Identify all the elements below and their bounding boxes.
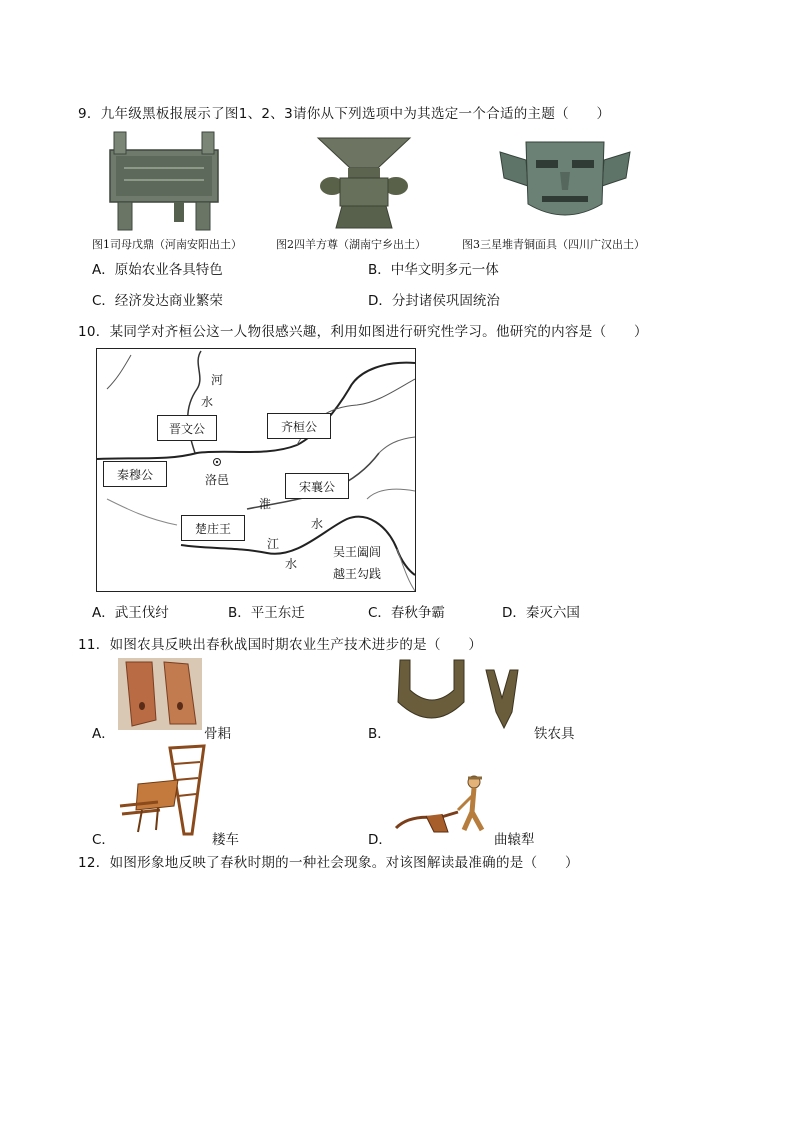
q9-option-d[interactable]: D．分封诸侯巩固统治 <box>368 293 500 309</box>
q9-option-a[interactable]: A．原始农业各具特色 <box>92 262 223 278</box>
simuwu-ding-image <box>104 128 224 232</box>
q12-stem: 12．如图形象地反映了春秋时期的一种社会现象。对该图解读最准确的是（ ） <box>78 855 579 871</box>
map-label-jiang: 江 <box>267 537 280 551</box>
map-box-qin-mugong: 秦穆公 <box>103 461 167 487</box>
map-label-huai: 淮 <box>259 497 272 511</box>
seed-drill-image <box>118 744 210 838</box>
q11-option-a-label: 骨耜 <box>204 726 231 742</box>
q10-option-d[interactable]: D．秦灭六国 <box>502 605 580 621</box>
map-label-shui-1: 水 <box>201 395 214 409</box>
map-box-song-xianggong: 宋襄公 <box>285 473 349 499</box>
q11-option-c-letter[interactable]: C． <box>92 832 115 848</box>
q11-option-c-label: 耧车 <box>212 832 239 848</box>
map-box-qi-huangong: 齐桓公 <box>267 413 331 439</box>
q11-option-a-letter[interactable]: A． <box>92 726 115 742</box>
map-label-shui-3: 水 <box>285 557 298 571</box>
q10-option-a[interactable]: A．武王伐纣 <box>92 605 169 621</box>
curved-plough-image <box>392 772 492 836</box>
four-ram-zun-image <box>312 134 416 230</box>
spring-autumn-map <box>96 348 416 592</box>
q11-option-d-label: 曲辕犁 <box>494 832 535 848</box>
map-label-he: 河 <box>211 373 224 387</box>
q10-option-c[interactable]: C．春秋争霸 <box>368 605 445 621</box>
q10-stem: 10．某同学对齐桓公这一人物很感兴趣，利用如图进行研究性学习。他研究的内容是（ ） <box>78 324 648 340</box>
map-label-luoyi: 洛邑 <box>205 473 230 487</box>
q9-option-c[interactable]: C．经济发达商业繁荣 <box>92 293 223 309</box>
figure2-caption: 图2四羊方尊（湖南宁乡出土） <box>276 238 426 251</box>
figure1-caption: 图1司母戊鼎（河南安阳出土） <box>92 238 242 251</box>
map-label-yue-king: 越王勾践 <box>333 567 382 581</box>
q11-option-d-letter[interactable]: D． <box>368 832 392 848</box>
sanxingdui-mask-image <box>498 134 632 226</box>
bone-spade-image <box>118 658 202 730</box>
q11-option-b-letter[interactable]: B． <box>368 726 391 742</box>
iron-tools-image <box>392 658 532 730</box>
figure3-caption: 图3三星堆青铜面具（四川广汉出土） <box>462 238 645 251</box>
map-box-jin-wengong: 晋文公 <box>157 415 217 441</box>
q11-stem: 11．如图农具反映出春秋战国时期农业生产技术进步的是（ ） <box>78 637 483 653</box>
q11-option-b-label: 铁农具 <box>534 726 575 742</box>
map-label-wu-king: 吴王阖闾 <box>333 545 382 559</box>
q9-option-b[interactable]: B．中华文明多元一体 <box>368 262 499 278</box>
map-label-shui-2: 水 <box>311 517 324 531</box>
map-box-chu-zhuangwang: 楚庄王 <box>181 515 245 541</box>
q9-stem: 9．九年级黑板报展示了图1、2、3请你从下列选项中为其选定一个合适的主题（ ） <box>78 106 611 122</box>
q10-option-b[interactable]: B．平王东迁 <box>228 605 305 621</box>
